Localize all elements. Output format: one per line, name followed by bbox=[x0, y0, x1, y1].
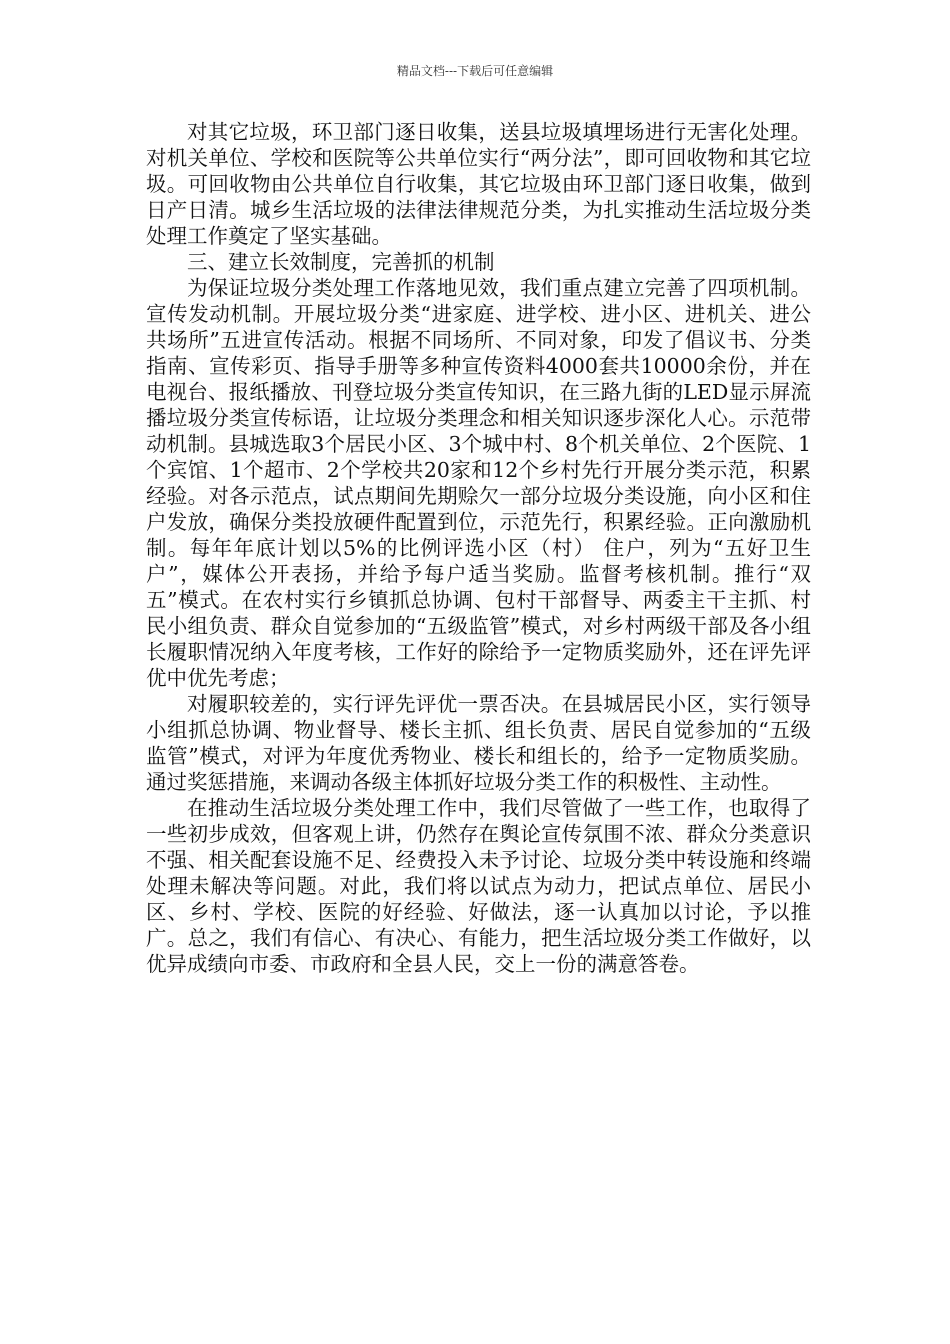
paragraph-mechanisms: 为保证垃圾分类处理工作落地见效，我们重点建立完善了四项机制。宣传发动机制。开展垃圾分类“进家庭、进学校、进小区、进机关、进公共场所”五进宣传活动。根据不同场所、不同对象，印发了倡议书、分类指南、宣传彩页、指导手册等多种宣传资料4000套共10000余份，并在电视台、报纸播放、刊登垃圾分类宣传知识，在三路九街的LED显示屏流播垃圾分类宣传标语，让垃圾分类理念和相关知识逐步深化人心。示范带动机制。县城选取3个居民小区、3个城中村、8个机关单位、2个医院、1个宾馆、1个超市、2个学校共20家和12个乡村先行开展分类示范，积累经验。对各示范点，试点期间先期赊欠一部分垃圾分类设施，向小区和住户发放，确保分类投放硬件配置到位，示范先行，积累经验。正向激励机制。每年年底计划以5%的比例评选小区（村） 住户，列为“五好卫生户”，媒体公开表扬，并给予每户适当奖励。监督考核机制。推行“双五”模式。在农村实行乡镇抓总协调、包村干部督导、两委主干主抓、村民小组负责、群众自觉参加的“五级监管”模式，对乡村两级干部及各小组长履职情况纳入年度考核，工作好的除给予一定物质奖励外，还在评先评优中优先考虑； bbox=[146, 276, 811, 690]
paragraph-penalties: 对履职较差的，实行评先评优一票否决。在县城居民小区，实行领导小组抓总协调、物业督导、楼长主抓、组长负责、居民自觉参加的“五级监管”模式，对评为年度优秀物业、楼长和组长的，给予一定物质奖励。通过奖惩措施，来调动各级主体抓好垃圾分类工作的积极性、主动性。 bbox=[146, 692, 811, 794]
document-body bbox=[146, 119, 811, 977]
page-header: 精品文档---下载后可任意编辑 bbox=[396, 64, 554, 78]
paragraph-waste-collection: 对其它垃圾，环卫部门逐日收集，送县垃圾填埋场进行无害化处理。对机关单位、学校和医院等公共单位实行“两分法”，即可回收物和其它垃圾。可回收物由公共单位自行收集，其它垃圾由环卫部门逐日收集，做到日产日清。城乡生活垃圾的法律法律规范分类，为扎实推动生活垃圾分类处理工作奠定了坚实基础。 bbox=[146, 120, 811, 248]
section-heading: 三、建立长效制度，完善抓的机制 bbox=[187, 250, 495, 274]
paragraph-conclusion: 在推动生活垃圾分类处理工作中，我们尽管做了一些工作，也取得了一些初步成效，但客观上讲，仍然存在舆论宣传氛围不浓、群众分类意识不强、相关配套设施不足、经费投入未予讨论、垃圾分类中转设施和终端处理未解决等问题。对此，我们将以试点为动力，把试点单位、居民小区、乡村、学校、医院的好经验、好做法，逐一认真加以讨论，予以推广。总之，我们有信心、有决心、有能力，把生活垃圾分类工作做好，以优异成绩向市委、市政府和全县人民，交上一份的满意答卷。 bbox=[146, 796, 811, 976]
